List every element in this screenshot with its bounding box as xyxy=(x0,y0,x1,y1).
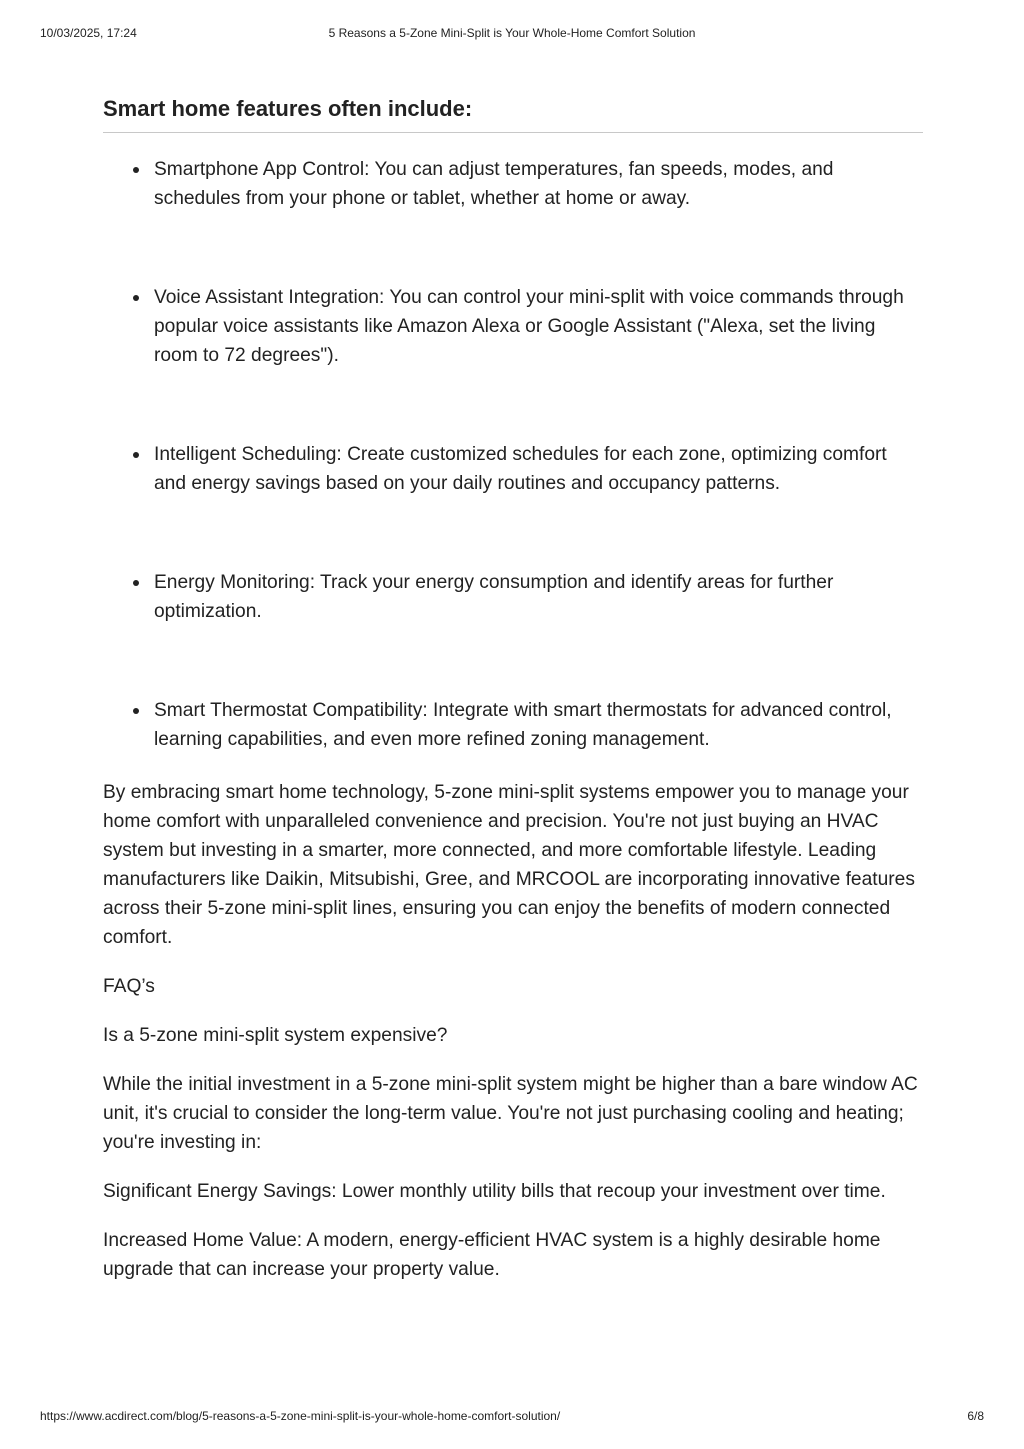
print-header xyxy=(40,26,984,42)
faq-heading: FAQ’s xyxy=(103,976,155,997)
bullet-icon xyxy=(133,580,139,586)
section-heading: Smart home features often include: xyxy=(103,94,923,133)
feature-text: Smartphone App Control: You can adjust temperatures, fan speeds, modes, and schedules from your phone or tablet, whether at home or away. xyxy=(154,159,834,209)
page-number: 6/8 xyxy=(967,1409,984,1423)
benefit-energy-savings: Significant Energy Savings: Lower monthly utility bills that recoup your investment over time. xyxy=(103,1181,886,1202)
feature-text: Intelligent Scheduling: Create customized schedules for each zone, optimizing comfort and energy savings based on your daily routines and occupancy patterns. xyxy=(154,444,887,494)
bullet-icon xyxy=(133,452,139,458)
faq-answer-paragraph: While the initial investment in a 5-zone mini-split system might be higher than a bare window AC unit, it's crucial to consider the long-term value. You're not just purchasing cooling and heating; you're investing in: xyxy=(103,1074,918,1153)
bullet-icon xyxy=(133,167,139,173)
feature-text: Energy Monitoring: Track your energy consumption and identify areas for further optimization. xyxy=(154,572,834,622)
faq-question: Is a 5-zone mini-split system expensive? xyxy=(103,1025,448,1046)
print-footer xyxy=(40,1409,984,1425)
list-item xyxy=(103,440,923,498)
list-item xyxy=(103,283,923,370)
benefit-home-value: Increased Home Value: A modern, energy-efficient HVAC system is a highly desirable home upgrade that can increase your property value. xyxy=(103,1230,881,1280)
feature-text: Voice Assistant Integration: You can control your mini-split with voice commands through popular voice assistants like Amazon Alexa or Google Assistant ("Alexa, set the living room to 72 degrees"). xyxy=(154,287,904,366)
print-document-title: 5 Reasons a 5-Zone Mini-Split is Your Whole-Home Comfort Solution xyxy=(328,26,696,40)
bullet-icon xyxy=(133,708,139,714)
bullet-icon xyxy=(133,295,139,301)
feature-list xyxy=(103,155,923,754)
list-item xyxy=(103,568,923,626)
article-content xyxy=(103,94,923,1284)
summary-paragraph: By embracing smart home technology, 5-zone mini-split systems empower you to manage your home comfort with unparalleled convenience and precision. You're not just buying an HVAC system but investing in a smarter, more connected, and more comfortable lifestyle. Leading manufacturers like Daikin, Mitsubishi, Gree, and MRCOOL are incorporating innovative features across their 5-zone mini-split lines, ensuring you can enjoy the benefits of modern connected comfort. xyxy=(103,782,915,948)
feature-text: Smart Thermostat Compatibility: Integrate with smart thermostats for advanced control, learning capabilities, and even more refined zoning management. xyxy=(154,700,892,750)
list-item xyxy=(103,696,923,754)
list-item xyxy=(103,155,923,213)
page-url: https://www.acdirect.com/blog/5-reasons-a-5-zone-mini-split-is-your-whole-home-comfort-solution/ xyxy=(40,1409,561,1423)
print-datetime: 10/03/2025, 17:24 xyxy=(40,26,137,40)
